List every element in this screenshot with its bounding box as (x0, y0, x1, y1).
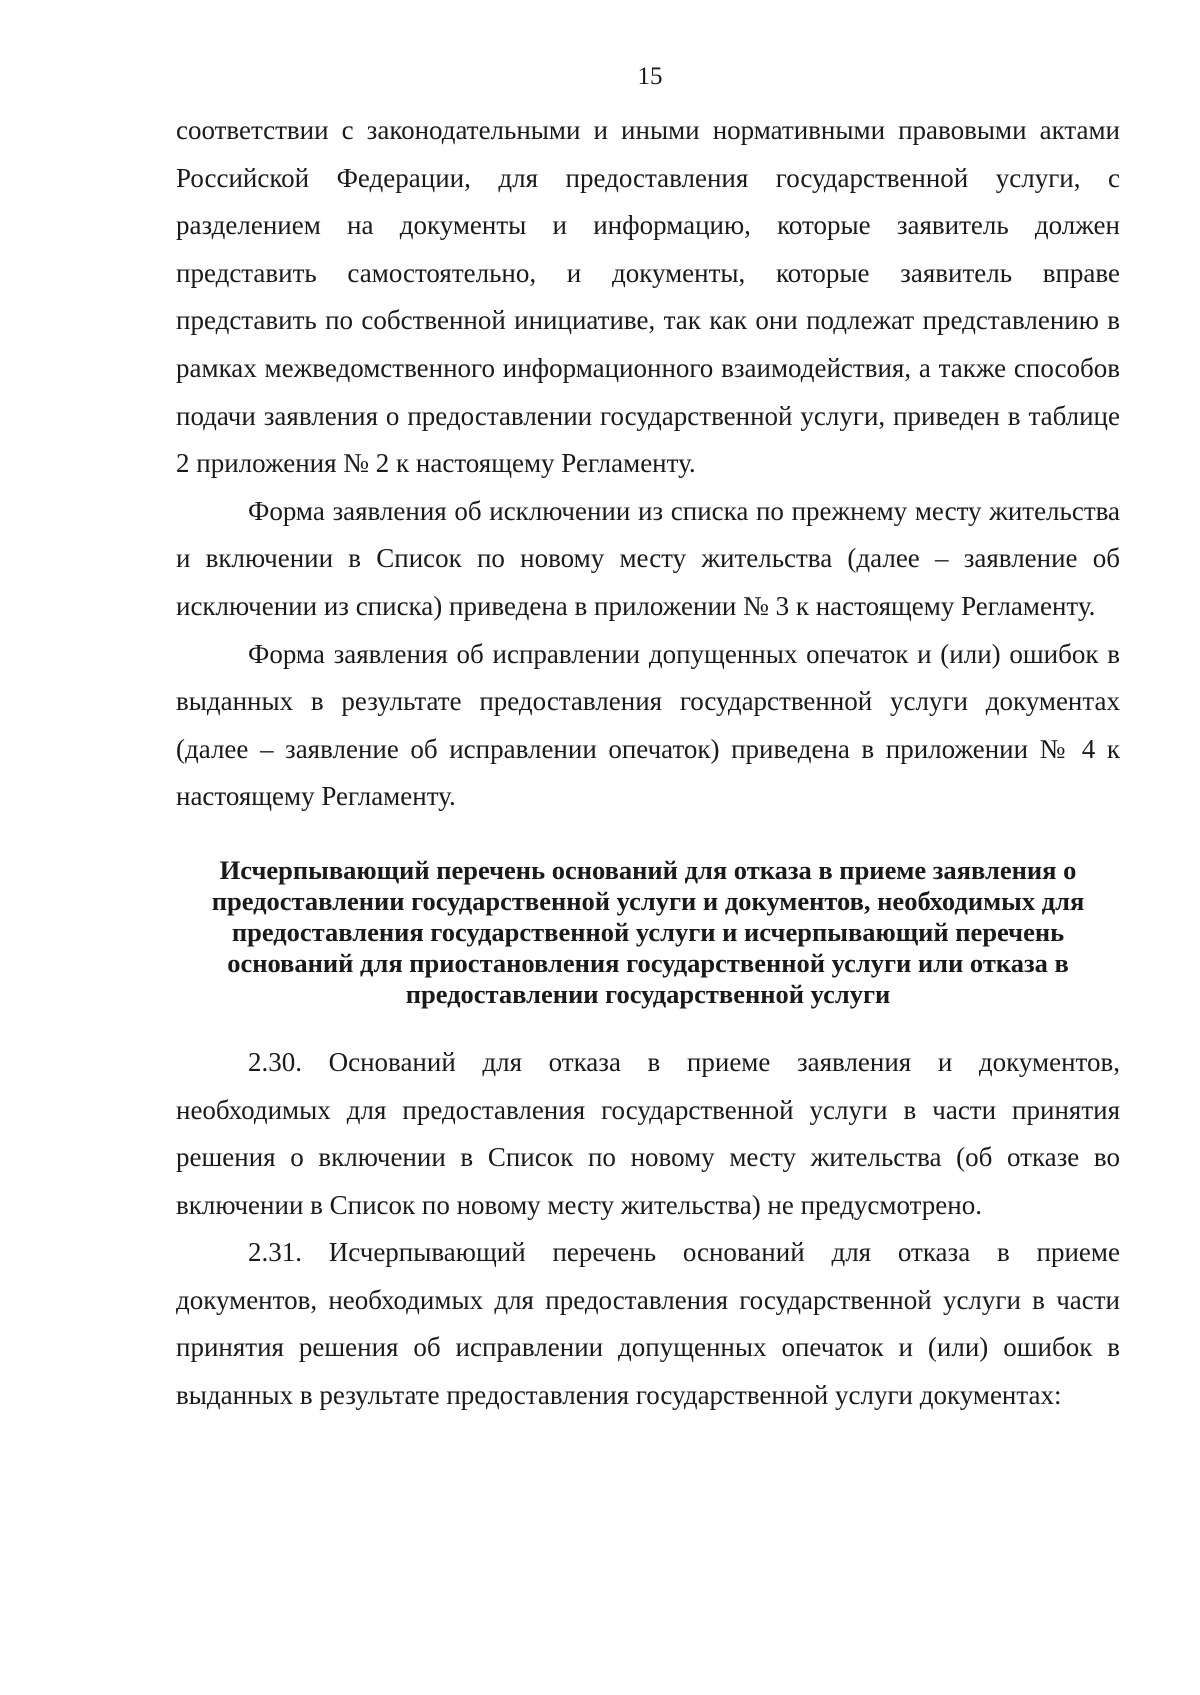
paragraph-continuation: соответствии с законодательными и иными нормативными правовыми актами Российской Федерации, для предоставления государственной услуги, с разделением на документы и информацию, которые заявитель должен представить самостоятельно, и документы, которые заявитель вправе представить по собственной инициативе, так как они подлежат представлению в рамках межведомственного информационного взаимодействия, а также способов подачи заявления о предоставлении государственной услуги, приведен в таблице 2 приложения № 2 к настоящему Регламенту. (176, 115, 1120, 479)
paragraph-2-31: 2.31. Исчерпывающий перечень оснований для отказа в приеме документов, необходимых для предоставления государственной услуги в части принятия решения об исправлении допущенных опечаток и (или) ошибок в выданных в результате предоставления государственной услуги документах: (176, 1237, 1120, 1411)
section-heading: Исчерпывающий перечень оснований для отказа в приеме заявления о предоставлении государственной услуги и документов, необходимых для предоставления государственной услуги и исчерпывающий перечень оснований для приостановления государственной услуги или отказа в предоставлении государственной услуги (211, 854, 1085, 1009)
paragraph-application-form-correction: Форма заявления об исправлении допущенных опечаток и (или) ошибок в выданных в результате предоставления государственной услуги документах (далее – заявление об исправлении опечаток) приведена в приложении № 4 к настоящему Регламенту. (176, 638, 1120, 812)
page-number: 15 (637, 63, 663, 90)
page-content (176, 107, 1120, 1420)
paragraph-application-form-exclusion: Форма заявления об исключении из списка по прежнему месту жительства и включении в Список по новому месту жительства (далее – заявление об исключении из списка) приведена в приложении № 3 к настоящему Регламенту. (176, 495, 1120, 621)
paragraph-2-30: 2.30. Оснований для отказа в приеме заявления и документов, необходимых для предоставления государственной услуги в части принятия решения о включении в Список по новому месту жительства (об отказе во включении в Список по новому месту жительства) не предусмотрено. (176, 1046, 1120, 1220)
